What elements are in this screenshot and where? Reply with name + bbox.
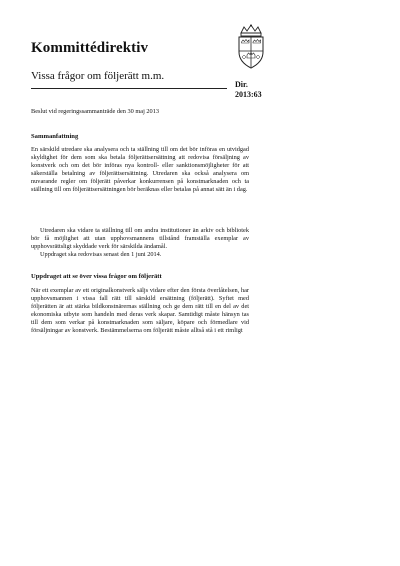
directive-label: Dir. [235, 80, 248, 89]
summary-paragraph-2: Utredaren ska vidare ta ställning till om andra institutioner än arkiv och bibliotek bör få möjlighet att utan upphovsmannens tillstånd framställa exemplar av upphovsrättsligt skyddade verk för särskilda ändamål. [31, 227, 249, 251]
summary-paragraph-1: En särskild utredare ska analysera och ta ställning till om det bör införas en utvidgad skyldighet för dem som ska betala följerättsersättning att redovisa försäljning av konstverk och om det bör införas nya kontroll- eller sanktionsmöjligheter för att säkerställa betalning av följerättsersättning. Utredaren ska också analysera om nuvarande regler om följerätt påverkar konkurrensen på konstmarknaden och ta ställning till om följerättsersättningen bör beräknas eller betalas på annat sätt än i dag. [31, 146, 249, 194]
header-divider [31, 88, 227, 89]
document-title: Kommittédirektiv [31, 40, 149, 56]
section-heading-summary: Sammanfattning [31, 133, 79, 140]
swedish-coat-of-arms-emblem [232, 24, 270, 70]
section-heading-resale-right: Uppdraget att se över vissa frågor om följerätt [31, 273, 162, 280]
decision-line: Beslut vid regeringssammanträde den 30 maj 2013 [31, 108, 160, 115]
document-subtitle: Vissa frågor om följerätt m.m. [31, 70, 165, 82]
summary-paragraph-3: Uppdraget ska redovisas senast den 1 juni 2014. [40, 251, 162, 258]
directive-number: 2013:63 [235, 90, 262, 99]
resale-right-paragraph-1: När ett exemplar av ett originalkonstverk säljs vidare efter den första överlåtelsen, har upphovsmannen i vissa fall rätt till särskild ersättning (följerätt). Syftet med följerätten är att stärka bildkonstnärernas ställning och ge dem rätt till en del av det ekonomiska utbyte som handeln med deras verk skapar. Samtidigt måste hänsyn tas till dem som verkar på konstmarknaden som säljare, köpare och förmedlare vid försäljningar av konstverk. Bestämmelserna om följerätt måste alltså stå i ett rimligt [31, 287, 249, 335]
directive-number-block [235, 80, 262, 100]
